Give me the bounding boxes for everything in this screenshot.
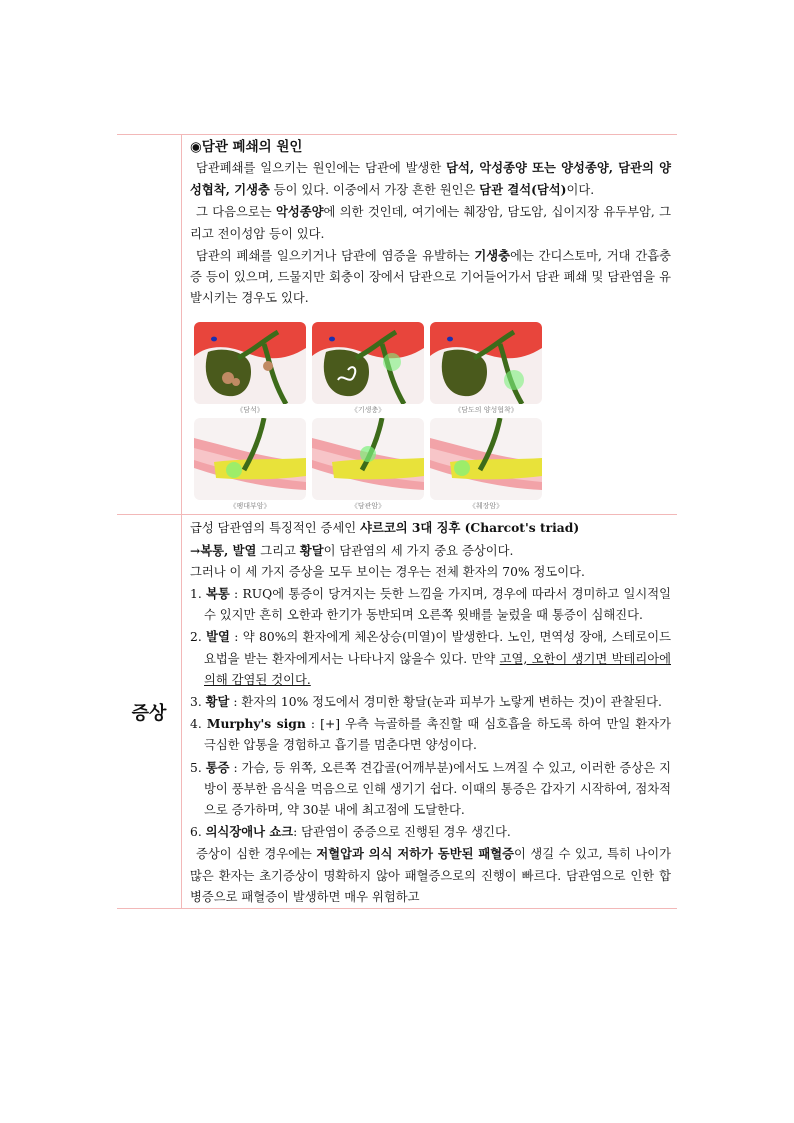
text-run: 고열, 오한이 생기면 박테리아에 의해 감염된 것이다. — [204, 651, 671, 687]
bold-text: 기생충 — [474, 247, 511, 263]
text-run: : 환자의 10% 정도에서 경미한 황달(눈과 피부가 노랗게 변하는 것)이 관찰된다. — [229, 695, 662, 710]
text-run: 3. — [190, 695, 206, 710]
causes-cell — [182, 135, 678, 515]
bold-text: 담관 결석(담석) — [479, 182, 567, 198]
bold-text: 발열 — [206, 629, 230, 645]
illustration-stone — [194, 322, 306, 404]
symptoms-intro-2 — [190, 540, 671, 562]
symptoms-intro-1 — [190, 517, 671, 539]
illustration-ampulla — [194, 418, 306, 500]
symptom-item — [190, 713, 671, 756]
bold-text: 악성종양 — [276, 204, 324, 220]
causes-paragraph-1 — [190, 157, 671, 201]
text-run: : 가슴, 등 위쪽, 오른쪽 견갑골(어깨부분)에서도 느껴질 수 있고, 이러한 증상은 지방이 풍부한 음식을 먹음으로 인해 생기기 쉽다. 이때의 통증은 갑자기 시작하여, 점차적으로 증가하며, 약 30분 내에 최고점에 도달한다. — [204, 760, 671, 818]
illustration-duct — [312, 418, 424, 500]
symptom-item — [190, 626, 671, 691]
symptom-item — [190, 583, 671, 626]
bold-text: Murphy's sign — [206, 716, 306, 732]
text-run: 담관의 폐쇄를 일으키거나 담관에 염증을 유발하는 — [196, 248, 475, 263]
figure-caption: 《담석》 — [236, 406, 264, 415]
bold-text: 샤르코의 3대 징후 (Charcot's triad) — [360, 520, 580, 536]
text-run: : 약 80%의 환자에게 체온상승(미열)이 발생한다. 노인, 면역성 장애, 스테로이드 요법을 받는 환자에게서는 나타나지 않을수 있다. 만약 — [204, 630, 671, 666]
figure-grid — [194, 322, 540, 514]
symptoms-intro-3: 그러나 이 세 가지 증상을 모두 보이는 경우는 전체 환자의 70% 정도이다. — [190, 564, 585, 579]
text-run: 에는 간디스토마, 거대 간흡충증 등이 있으며, 드물지만 회충이 장에서 담관으로 기어들어가서 담관 폐쇄 및 담관염을 유발시키는 경우도 있다. — [190, 248, 671, 306]
causes-paragraph-2 — [190, 201, 671, 244]
ampulla-mark — [226, 462, 242, 478]
text-run: 이다. — [566, 183, 595, 198]
symptom-list — [190, 583, 671, 843]
text-run: 담관폐쇄를 일으키는 원인에는 담관에 발생한 — [196, 161, 447, 175]
text-run: 급성 담관염의 특징적인 증세인 — [190, 521, 361, 536]
text-run: 이 생길 수 있고, 특히 나이가 많은 환자는 초기증상이 명확하지 않아 패혈증으로의 진행이 빠르다. 담관염으로 인한 합병증으로 패혈증이 발생하면 매우 위험하고 — [190, 847, 672, 904]
pancreas-shape — [332, 458, 424, 479]
text-run: 이 담관염의 세 가지 중요 증상이다. — [323, 543, 514, 558]
text-run: 그리고 — [256, 543, 300, 558]
text-run: 5. — [190, 760, 206, 775]
figure-caption: 《기생충》 — [350, 406, 386, 415]
bold-text: 담석, 악성종양 또는 양성종양, 담관의 양성협착, 기생충 — [190, 160, 671, 198]
text-run: : 담관염이 중증으로 진행된 경우 생긴다. — [293, 825, 511, 840]
pancreas-mark — [454, 460, 470, 476]
document-table — [117, 134, 677, 909]
vessel-mark — [447, 337, 453, 342]
duct-mark — [360, 446, 376, 462]
empty-label-cell — [117, 135, 182, 515]
text-run: 그 다음으로는 — [196, 205, 276, 220]
figure-caption: 《팽대부암》 — [229, 502, 271, 511]
symptom-item — [190, 757, 671, 822]
figure — [312, 322, 424, 418]
text-run: 4. — [190, 717, 207, 732]
vessel-mark — [211, 337, 217, 342]
figure — [430, 322, 542, 418]
bold-text: 의식장애나 쇼크 — [205, 824, 294, 840]
text-run: 1. — [190, 587, 207, 602]
figure-caption: 《췌장암》 — [468, 502, 504, 511]
bold-text: 통증 — [205, 759, 230, 775]
symptoms-closing — [190, 843, 671, 908]
text-run: : [+] 우측 늑골하를 촉진할 때 심호흡을 하도록 하여 만일 환자가 극심한 압통을 경험하고 흡기를 멈춘다면 양성이다. — [204, 717, 671, 753]
bold-text: 복통 — [206, 586, 230, 602]
figure-row — [194, 418, 540, 514]
figure-caption: 《담관암》 — [350, 502, 386, 511]
bold-text: →복통, 발열 — [190, 542, 257, 558]
section-label-symptoms: 증상 — [117, 515, 182, 909]
stricture-mark — [504, 370, 524, 390]
text-run: 증상이 심한 경우에는 — [196, 847, 317, 862]
bold-text: 저혈압과 의식 저하가 동반된 패혈증 — [316, 846, 514, 862]
figure — [194, 322, 306, 418]
figure — [430, 418, 542, 514]
bold-text: 황달 — [205, 694, 230, 710]
text-run: 2. — [190, 630, 207, 645]
figure — [312, 418, 424, 514]
illustration-stricture — [430, 322, 542, 404]
symptom-item — [190, 691, 671, 713]
text-run: 등이 있다. 이중에서 가장 흔한 원인은 — [269, 183, 480, 198]
text-run: : RUQ에 통증이 당겨지는 듯한 느낌을 가지며, 경우에 따라서 경미하고 일시적일 수 있지만 흔히 오한과 한기가 동반되며 오른쪽 윗배를 눌렀을 때 통증이 심해진다. — [204, 587, 671, 623]
bold-text: 황달 — [299, 542, 324, 558]
causes-paragraph-3 — [190, 245, 671, 310]
figure-row — [194, 322, 540, 418]
text-run: 6. — [190, 825, 206, 840]
symptom-item — [190, 821, 671, 843]
text-run: 에 의한 것인데, 여기에는 췌장암, 담도암, 십이지장 유두부암, 그리고 전이성암 등이 있다. — [190, 205, 671, 241]
symptoms-cell — [182, 515, 678, 909]
illustration-pancreas — [430, 418, 542, 500]
figure-caption: 《담도의 양성협착》 — [454, 406, 518, 415]
illustration-worm — [312, 322, 424, 404]
causes-title: ◉담관 폐쇄의 원인 — [190, 139, 303, 155]
vessel-mark — [329, 337, 335, 342]
figure — [194, 418, 306, 514]
